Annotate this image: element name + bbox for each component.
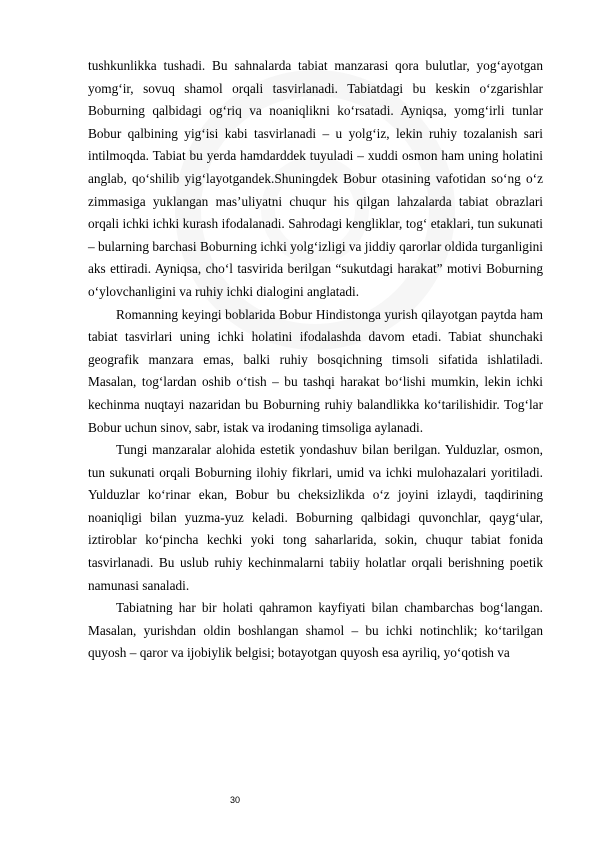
document-body	[88, 55, 543, 665]
paragraph-1: tushkunlikka tushadi. Bu sahnalarda tabiat manzarasi qora bulutlar, yog‘ayotgan yomg‘ir, sovuq shamol orqali tasvirlanadi. Tabiatdagi bu keskin o‘zgarishlar Boburning qalbidagi og‘riq va noaniqlikni ko‘rsatadi. Ayniqsa, yomg‘irli tunlar Bobur qalbining yig‘isi kabi tasvirlanadi – u yolg‘iz, lekin ruhiy tozalanish sari intilmoqda. Tabiat bu yerda hamdarddek tuyuladi – xuddi osmon ham uning holatini anglab, qo‘shilib yig‘layotgandek.Shuningdek Bobur otasining vafotidan so‘ng o‘z zimmasiga yuklangan mas’uliyatni chuqur his qilgan lahzalarda tabiat obrazlari orqali ichki ichki kurash ifodalanadi. Sahrodagi kengliklar, tog‘ etaklari, tun sukunati – bularning barchasi Boburning ichki yolg‘izligi va jiddiy qarorlar oldida turganligini aks ettiradi. Ayniqsa, cho‘l tasvirida berilgan “sukutdagi harakat” motivi Boburning o‘ylovchanligini va ruhiy ichki dialogini anglatadi.	[88, 58, 543, 299]
page-number: 30	[230, 795, 241, 805]
paragraph-4: Tabiatning har bir holati qahramon kayfiyati bilan chambarchas bog‘langan. Masalan, yurishdan oldin boshlangan shamol – bu ichki notinchlik; ko‘tarilgan quyosh – qaror va ijobiylik belgisi; botayotgan quyosh esa ayriliq, yo‘qotish va	[88, 600, 543, 661]
paragraph-2: Romanning keyingi boblarida Bobur Hindistonga yurish qilayotgan paytda ham tabiat tasvirlari uning ichki holatini ifodalashda davom etadi. Tabiat shunchaki geografik manzara emas, balki ruhiy bosqichning timsoli sifatida ishlatiladi. Masalan, tog‘lardan oshib o‘tish – bu tashqi harakat bo‘lishi mumkin, lekin ichki kechinma nuqtayi nazaridan bu Boburning ruhiy balandlikka ko‘tarilishidir. Tog‘lar Bobur uchun sinov, sabr, istak va irodaning timsoliga aylanadi.	[88, 306, 543, 435]
paragraph-3: Tungi manzaralar alohida estetik yondashuv bilan berilgan. Yulduzlar, osmon, tun sukunati orqali Boburning ilohiy fikrlari, umid va ichki mulohazalari yoritiladi. Yulduzlar ko‘rinar ekan, Bobur bu cheksizlikda o‘z joyini izlaydi, taqdirining noaniqligi bilan yuzma-yuz keladi. Boburning qalbidagi quvonchlar, qayg‘ular, iztiroblar ko‘pincha kechki yoki tong saharlarida, sokin, chuqur tabiat fonida tasvirlanadi. Bu uslub ruhiy kechinmalarni tabiiy holatlar orqali berishning poetik namunasi sanaladi.	[88, 442, 543, 593]
